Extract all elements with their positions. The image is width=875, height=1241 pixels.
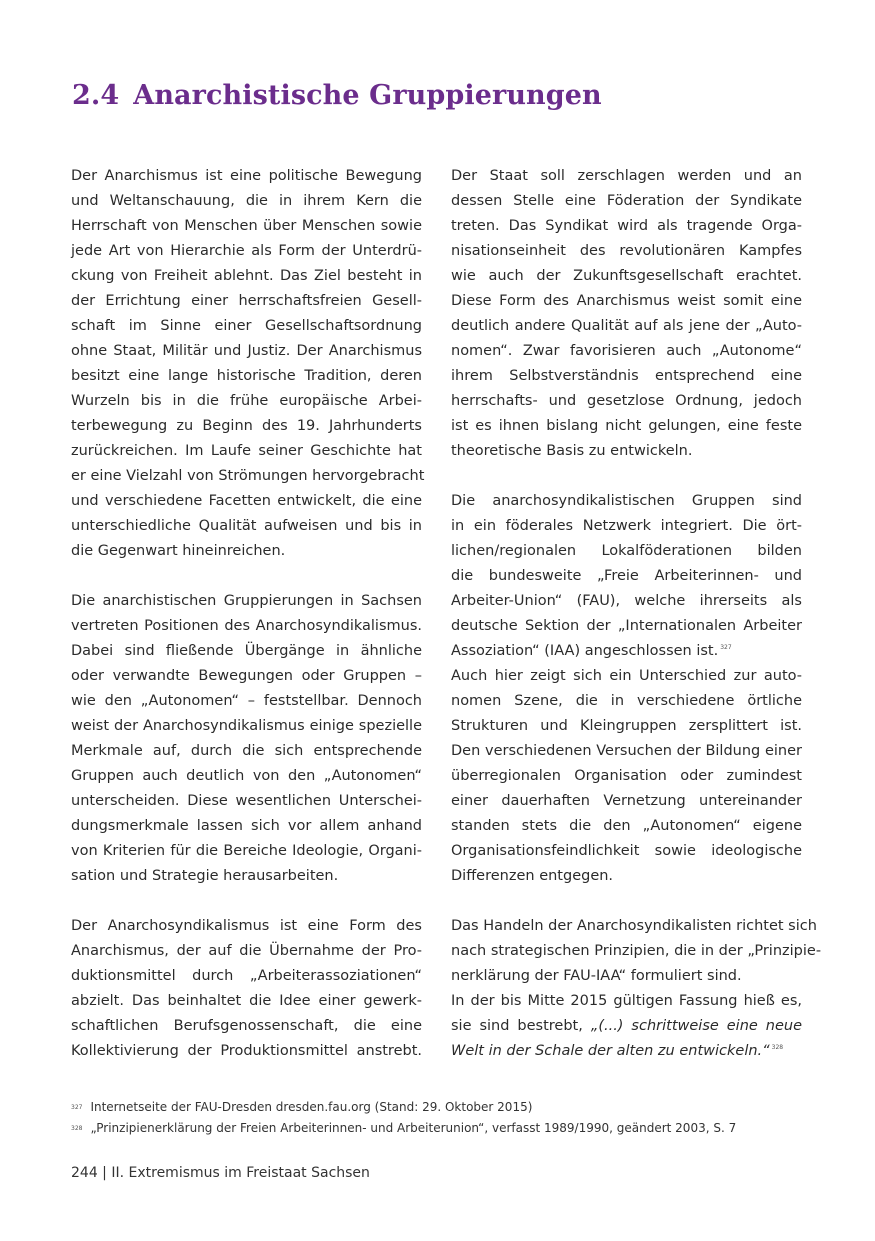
text-line: Wurzeln bis in die frühe europäische Arbei- xyxy=(71,393,422,409)
text-line: ist es ihnen bislang nicht gelungen, eine feste xyxy=(451,418,802,434)
page-footer: 244 | II. Extremismus im Freistaat Sachsen xyxy=(71,1165,370,1181)
paragraph-strategische-prinzipien xyxy=(451,914,822,989)
section-heading xyxy=(72,80,602,111)
text-line: Arbeiter-Union“ (FAU), welche ihrerseits als xyxy=(451,593,802,609)
text-line-content: sie sind bestrebt, xyxy=(451,1018,591,1034)
text-line-content: Assoziation“ (IAA) angeschlossen ist. xyxy=(451,643,719,659)
text-line: terbewegung zu Beginn des 19. Jahrhunderts xyxy=(71,418,422,434)
text-line: deutlich andere Qualität auf als jene der „Auto- xyxy=(451,318,802,334)
text-line: vertreten Positionen des Anarchosyndikalismus. xyxy=(71,618,422,634)
text-line: duktionsmittel durch „Arbeiterassoziationen“ xyxy=(71,968,422,984)
footnote-327 xyxy=(71,1097,831,1118)
text-line: er eine Vielzahl von Strömungen hervorgebracht xyxy=(71,468,425,484)
text-line: Herrschaft von Menschen über Menschen sowie xyxy=(71,218,422,234)
text-line: Organisationsfeindlichkeit sowie ideologische xyxy=(451,843,802,859)
text-line: treten. Das Syndikat wird als tragende Orga- xyxy=(451,218,802,234)
text-line: nisationseinheit des revolutionären Kampfes xyxy=(451,243,802,259)
text-line: die bundesweite „Freie Arbeiterinnen- und xyxy=(451,568,802,584)
text-line: nerklärung der FAU-IAA“ formuliert sind. xyxy=(451,968,742,984)
text-line: sation und Strategie herausarbeiten. xyxy=(71,868,339,884)
text-line: die Gegenwart hineinreichen. xyxy=(71,543,286,559)
text-line: Der Staat soll zerschlagen werden und an xyxy=(451,168,802,184)
right-column xyxy=(451,164,822,1064)
text-line: ckung von Freiheit ablehnt. Das Ziel besteht in xyxy=(71,268,422,284)
text-line: standen stets die den „Autonomen“ eigene xyxy=(451,818,802,834)
text-line: deutsche Sektion der „Internationalen Arbeiter xyxy=(451,618,802,634)
text-line: wie auch der Zukunftsgesellschaft erachtet. xyxy=(451,268,802,284)
text-line: einer dauerhaften Vernetzung untereinander xyxy=(451,793,802,809)
text-line: nomen Szene, die in verschiedene örtliche xyxy=(451,693,802,709)
text-line: Die anarchistischen Gruppierungen in Sachsen xyxy=(71,593,422,609)
text-line: Das Handeln der Anarchosyndikalisten richtet sich xyxy=(451,918,817,934)
text-line: und verschiedene Facetten entwickelt, die eine xyxy=(71,493,422,509)
text-line: lichen/regionalen Lokalföderationen bilden xyxy=(451,543,802,559)
text-line: schaft im Sinne einer Gesellschaftsordnung xyxy=(71,318,422,334)
text-line: Dabei sind fließende Übergänge in ähnliche xyxy=(71,643,422,659)
paragraph-anarchismus-definition xyxy=(71,164,425,564)
text-line: Merkmale auf, durch die sich entsprechende xyxy=(71,743,422,759)
text-line: von Kriterien für die Bereiche Ideologie, Organi- xyxy=(71,843,422,859)
footnote-text: Internetseite der FAU-Dresden dresden.fau.org (Stand: 29. Oktober 2015) xyxy=(90,1100,533,1114)
text-line: Gruppen auch deutlich von den „Autonomen“ xyxy=(71,768,422,784)
quote-text: „(...) schrittweise eine neue xyxy=(590,1018,802,1034)
text-line: dessen Stelle eine Föderation der Syndikate xyxy=(451,193,802,209)
text-line: dungsmerkmale lassen sich vor allem anhand xyxy=(71,818,422,834)
text-line: Den verschiedenen Versuchen der Bildung einer xyxy=(451,743,802,759)
text-line: jede Art von Hierarchie als Form der Unterdrü- xyxy=(71,243,422,259)
paragraph-anarchosyndikalismus-form xyxy=(71,914,422,1064)
text-line: Differenzen entgegen. xyxy=(451,868,614,884)
text-line: wie den „Autonomen“ – feststellbar. Dennoch xyxy=(71,693,422,709)
text-line: überregionalen Organisation oder zumindest xyxy=(451,768,802,784)
text-line: unterschiedliche Qualität aufweisen und bis in xyxy=(71,518,422,534)
text-line: herrschafts- und gesetzlose Ordnung, jedoch xyxy=(451,393,802,409)
text-line: der Errichtung einer herrschaftsfreien Gesell- xyxy=(71,293,422,309)
text-line xyxy=(451,639,802,664)
footnote-328 xyxy=(71,1118,831,1139)
text-line: theoretische Basis zu entwickeln. xyxy=(451,443,693,459)
text-line: nach strategischen Prinzipien, die in der „Prinzipie- xyxy=(451,943,822,959)
text-line: Diese Form des Anarchismus weist somit eine xyxy=(451,293,802,309)
text-line: Der Anarchismus ist eine politische Bewegung xyxy=(71,168,422,184)
footnote-ref-327[interactable]: 327 xyxy=(720,644,732,651)
left-column xyxy=(71,164,425,1064)
paragraph-foederales-netzwerk xyxy=(451,489,802,664)
section-title: Anarchistische Gruppierungen xyxy=(133,80,602,111)
text-line: in ein föderales Netzwerk integriert. Die ört- xyxy=(451,518,802,534)
text-line xyxy=(451,1014,802,1039)
text-line: abzielt. Das beinhaltet die Idee einer gewerk- xyxy=(71,993,422,1009)
paragraph-autonome-szene xyxy=(451,664,802,889)
text-line: nomen“. Zwar favorisieren auch „Autonome“ xyxy=(451,343,802,359)
text-line: ihrem Selbstverständnis entsprechend eine xyxy=(451,368,802,384)
text-line: und Weltanschauung, die in ihrem Kern die xyxy=(71,193,422,209)
footnote-number: 327 xyxy=(71,1104,83,1111)
text-line: Der Anarchosyndikalismus ist eine Form des xyxy=(71,918,422,934)
text-line: Die anarchosyndikalistischen Gruppen sind xyxy=(451,493,802,509)
paragraph-fassung-2015 xyxy=(451,989,802,1064)
section-number: 2.4 xyxy=(72,80,120,111)
text-line: oder verwandte Bewegungen oder Gruppen – xyxy=(71,668,422,684)
footnote-ref-328[interactable]: 328 xyxy=(771,1044,784,1051)
paragraph-staat-zerschlagen xyxy=(451,164,802,464)
text-line: schaftlichen Berufsgenossenschaft, die eine xyxy=(71,1018,422,1034)
footnote-number: 328 xyxy=(71,1125,83,1132)
text-line xyxy=(451,1039,802,1064)
text-line: Strukturen und Kleingruppen zersplittert ist. xyxy=(451,718,802,734)
text-line: besitzt eine lange historische Tradition, deren xyxy=(71,368,422,384)
footnote-text: „Prinzipienerklärung der Freien Arbeiterinnen- und Arbeiterunion“, verfasst 1989/1990, geändert 2003, S. 7 xyxy=(90,1121,737,1135)
text-line: Kollektivierung der Produktionsmittel anstrebt. xyxy=(71,1043,422,1059)
text-line: In der bis Mitte 2015 gültigen Fassung hieß es, xyxy=(451,993,802,1009)
paragraph-gruppierungen-sachsen xyxy=(71,589,422,889)
text-line: weist der Anarchosyndikalismus einige spezielle xyxy=(71,718,422,734)
quote-text: Welt in der Schale der alten zu entwickeln.“ xyxy=(451,1043,770,1059)
text-line: Anarchismus, der auf die Übernahme der Pro- xyxy=(71,943,422,959)
text-line: zurückreichen. Im Laufe seiner Geschichte hat xyxy=(71,443,422,459)
text-line: unterscheiden. Diese wesentlichen Unterschei- xyxy=(71,793,422,809)
text-line: ohne Staat, Militär und Justiz. Der Anarchismus xyxy=(71,343,422,359)
footnotes xyxy=(71,1097,831,1139)
text-line: Auch hier zeigt sich ein Unterschied zur auto- xyxy=(451,668,802,684)
